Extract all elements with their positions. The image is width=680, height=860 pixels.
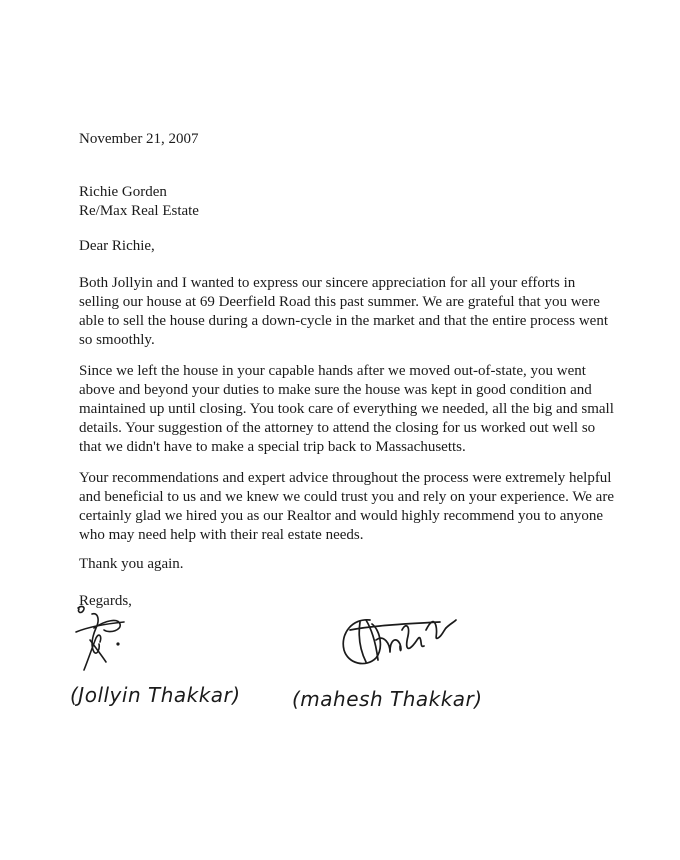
signature-jollyin xyxy=(66,600,136,685)
paragraph-line: details. Your suggestion of the attorney to attend the closing for us worked out well so xyxy=(79,420,596,436)
signature-mahesh-drawing xyxy=(330,600,470,675)
signature-mahesh xyxy=(330,600,470,675)
paragraph-line: and beneficial to us and we knew we could trust you and rely on your experience. We are xyxy=(79,489,614,505)
paragraph-line: selling our house at 69 Deerfield Road this past summer. We are grateful that you were xyxy=(79,294,600,310)
body-paragraph-1 xyxy=(79,274,639,350)
letter-date: November 21, 2007 xyxy=(79,131,199,147)
signature-jollyin-drawing xyxy=(66,600,136,685)
printed-name-mahesh: (mahesh Thakkar) xyxy=(292,687,483,711)
paragraph-line: who may need help with their real estate needs. xyxy=(79,527,364,543)
paragraph-line: that we didn't have to make a special trip back to Massachusetts. xyxy=(79,439,466,455)
printed-name-jollyin: (Jollyin Thakkar) xyxy=(70,683,241,707)
body-paragraph-3 xyxy=(79,469,639,545)
paragraph-line: Your recommendations and expert advice throughout the process were extremely helpful xyxy=(79,470,612,486)
paragraph-line: Both Jollyin and I wanted to express our sincere appreciation for all your efforts in xyxy=(79,275,576,291)
salutation: Dear Richie, xyxy=(79,238,155,254)
closing: Regards, xyxy=(79,593,132,609)
paragraph-line: above and beyond your duties to make sure the house was kept in good condition and xyxy=(79,382,592,398)
paragraph-line: Thank you again. xyxy=(79,556,184,572)
recipient-block xyxy=(79,183,639,221)
recipient-name: Richie Gorden xyxy=(79,184,167,200)
paragraph-line: certainly glad we hired you as our Realtor and would highly recommend you to anyone xyxy=(79,508,604,524)
recipient-company: Re/Max Real Estate xyxy=(79,203,199,219)
paragraph-line: maintained up until closing. You took care of everything we needed, all the big and small xyxy=(79,401,614,417)
paragraph-line: able to sell the house during a down-cycle in the market and that the entire process went xyxy=(79,313,608,329)
body-paragraph-4 xyxy=(79,555,639,574)
body-paragraph-2 xyxy=(79,362,639,457)
paragraph-line: so smoothly. xyxy=(79,332,155,348)
paragraph-line: Since we left the house in your capable hands after we moved out-of-state, you went xyxy=(79,363,586,379)
